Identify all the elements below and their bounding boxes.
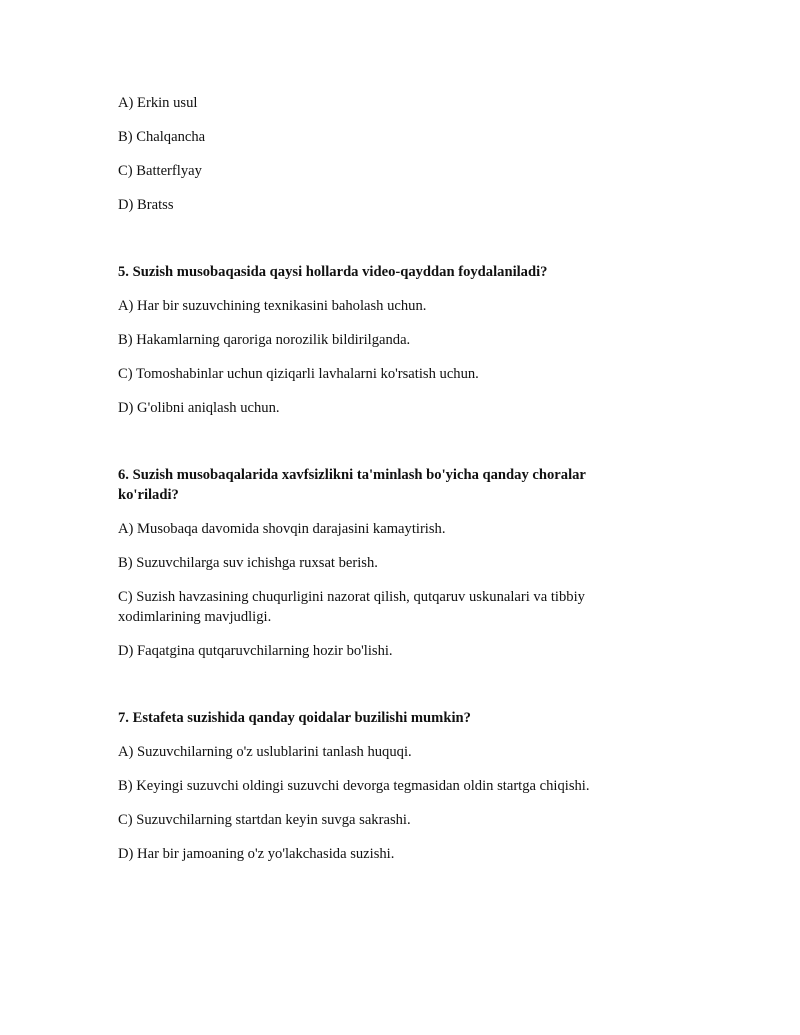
option-d: D) G'olibni aniqlash uchun. [118,400,280,416]
option-d: D) Har bir jamoaning o'z yo'lakchasida suzishi. [118,846,395,862]
question-7-block [118,708,638,864]
question-5-block [118,262,638,418]
option-a: A) Erkin usul [118,95,198,111]
option-a: A) Musobaqa davomida shovqin darajasini kamaytirish. [118,521,446,537]
question-7-text: 7. Estafeta suzishida qanday qoidalar buzilishi mumkin? [118,710,471,726]
option-b: B) Keyingi suzuvchi oldingi suzuvchi devorga tegmasidan oldin startga chiqishi. [118,778,590,794]
question-6-block [118,465,638,661]
option-c: C) Suzish havzasining chuqurligini nazorat qilish, qutqaruv uskunalari va tibbiy xodimlarining mavjudligi. [118,589,585,625]
option-b: B) Suzuvchilarga suv ichishga ruxsat berish. [118,555,378,571]
option-b: B) Chalqancha [118,129,206,145]
option-c: C) Batterflyay [118,163,202,179]
option-c: C) Suzuvchilarning startdan keyin suvga sakrashi. [118,812,411,828]
spacer [118,229,638,262]
option-b: B) Hakamlarning qaroriga norozilik bildirilganda. [118,332,411,348]
option-c: C) Tomoshabinlar uchun qiziqarli lavhalarni ko'rsatish uchun. [118,366,479,382]
document-page [118,93,638,878]
option-a: A) Har bir suzuvchining texnikasini baholash uchun. [118,298,427,314]
question-6-text: 6. Suzish musobaqalarida xavfsizlikni ta'minlash bo'yicha qanday choralar ko'riladi? [118,467,586,503]
option-a: A) Suzuvchilarning o'z uslublarini tanlash huquqi. [118,744,412,760]
option-d: D) Faqatgina qutqaruvchilarning hozir bo'lishi. [118,643,393,659]
question-5-text: 5. Suzish musobaqasida qaysi hollarda video-qayddan foydalaniladi? [118,264,548,280]
spacer [118,675,638,708]
previous-question-options [118,93,638,215]
spacer [118,432,638,465]
option-d: D) Bratss [118,197,174,213]
